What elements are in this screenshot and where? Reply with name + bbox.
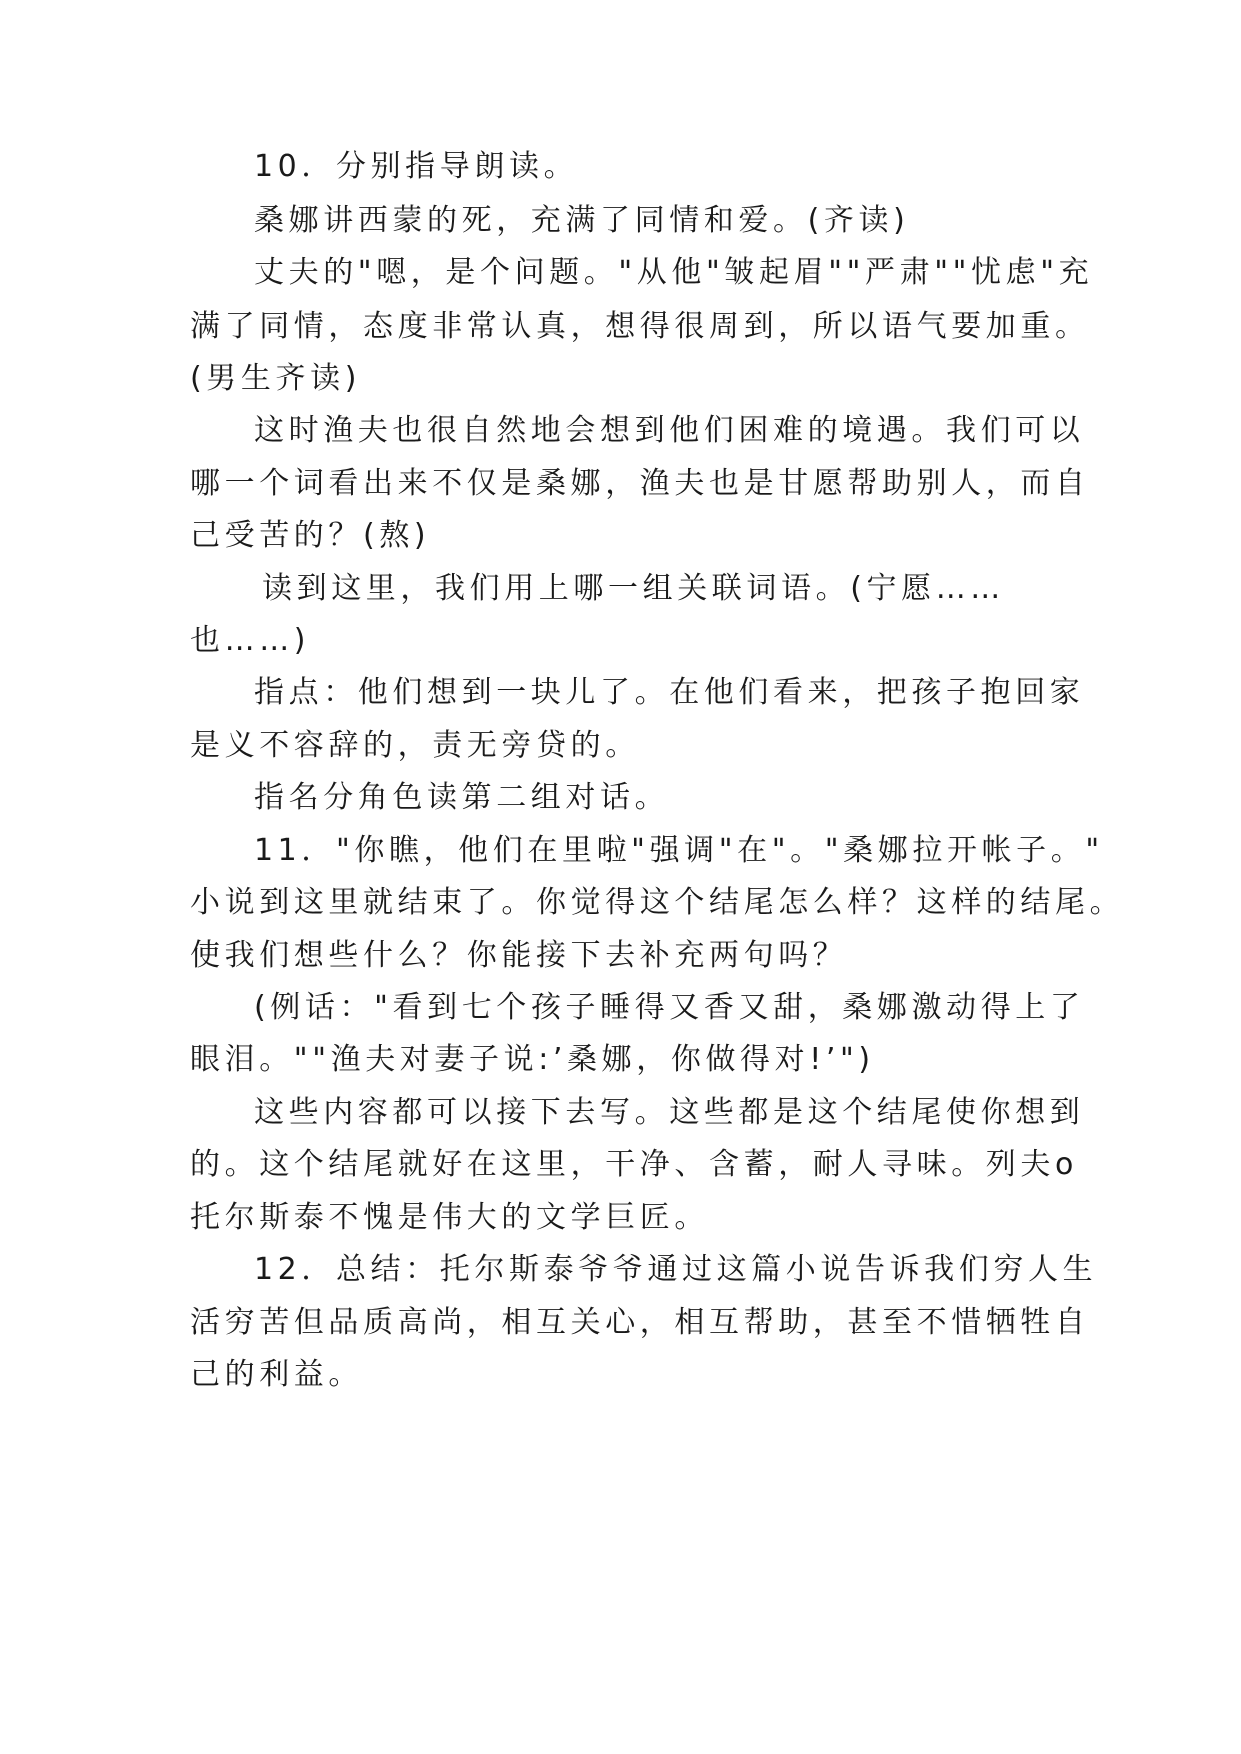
text-line-2: 桑娜讲西蒙的死，充满了同情和爱。(齐读) — [254, 203, 910, 238]
text-line-10: 也……) — [190, 623, 311, 658]
text-line-19: 这些内容都可以接下去写。这些都是这个结尾使你想到 — [254, 1095, 1085, 1130]
text-line-5: (男生齐读) — [190, 361, 362, 396]
text-line-4: 满了同情，态度非常认真，想得很周到，所以语气要加重。 — [190, 309, 1090, 344]
text-line-7: 哪一个词看出来不仅是桑娜，渔夫也是甘愿帮助别人，而自 — [190, 466, 1090, 501]
text-line-16: 使我们想些什么？你能接下去补充两句吗？ — [190, 938, 848, 973]
text-line-6: 这时渔夫也很自然地会想到他们困难的境遇。我们可以 — [254, 413, 1085, 448]
text-line-15: 小说到这里就结束了。你觉得这个结尾怎么样？这样的结尾。 — [190, 885, 1125, 920]
text-line-17: (例话："看到七个孩子睡得又香又甜，桑娜激动得上了 — [254, 990, 1085, 1025]
text-line-13: 指名分角色读第二组对话。 — [254, 780, 670, 815]
text-line-21: 托尔斯泰不愧是伟大的文学巨匠。 — [190, 1200, 709, 1235]
text-line-22: 12．总结：托尔斯泰爷爷通过这篇小说告诉我们穷人生 — [254, 1252, 1098, 1287]
text-line-12: 是义不容辞的，责无旁贷的。 — [190, 728, 640, 763]
text-line-14: 11．"你瞧，他们在里啦"强调"在"。"桑娜拉开帐子。" — [254, 833, 1104, 868]
text-line-23: 活穷苦但品质高尚，相互关心，相互帮助，甚至不惜牺牲自 — [190, 1305, 1090, 1340]
text-line-24: 己的利益。 — [190, 1357, 363, 1392]
text-line-9: 读到这里，我们用上哪一组关联词语。(宁愿…… — [262, 571, 1005, 606]
text-line-8: 己受苦的？(熬) — [190, 518, 431, 553]
text-line-3: 丈夫的"嗯，是个问题。"从他"皱起眉""严肃""忧虑"充 — [254, 255, 1094, 290]
text-line-11: 指点：他们想到一块儿了。在他们看来，把孩子抱回家 — [254, 675, 1085, 710]
text-line-18: 眼泪。""渔夫对妻子说:’桑娜，你做得对!’") — [190, 1042, 875, 1077]
text-line-1: 10．分别指导朗读。 — [254, 149, 579, 184]
text-line-20: 的。这个结尾就好在这里，干净、含蓄，耐人寻味。列夫o — [190, 1147, 1078, 1182]
